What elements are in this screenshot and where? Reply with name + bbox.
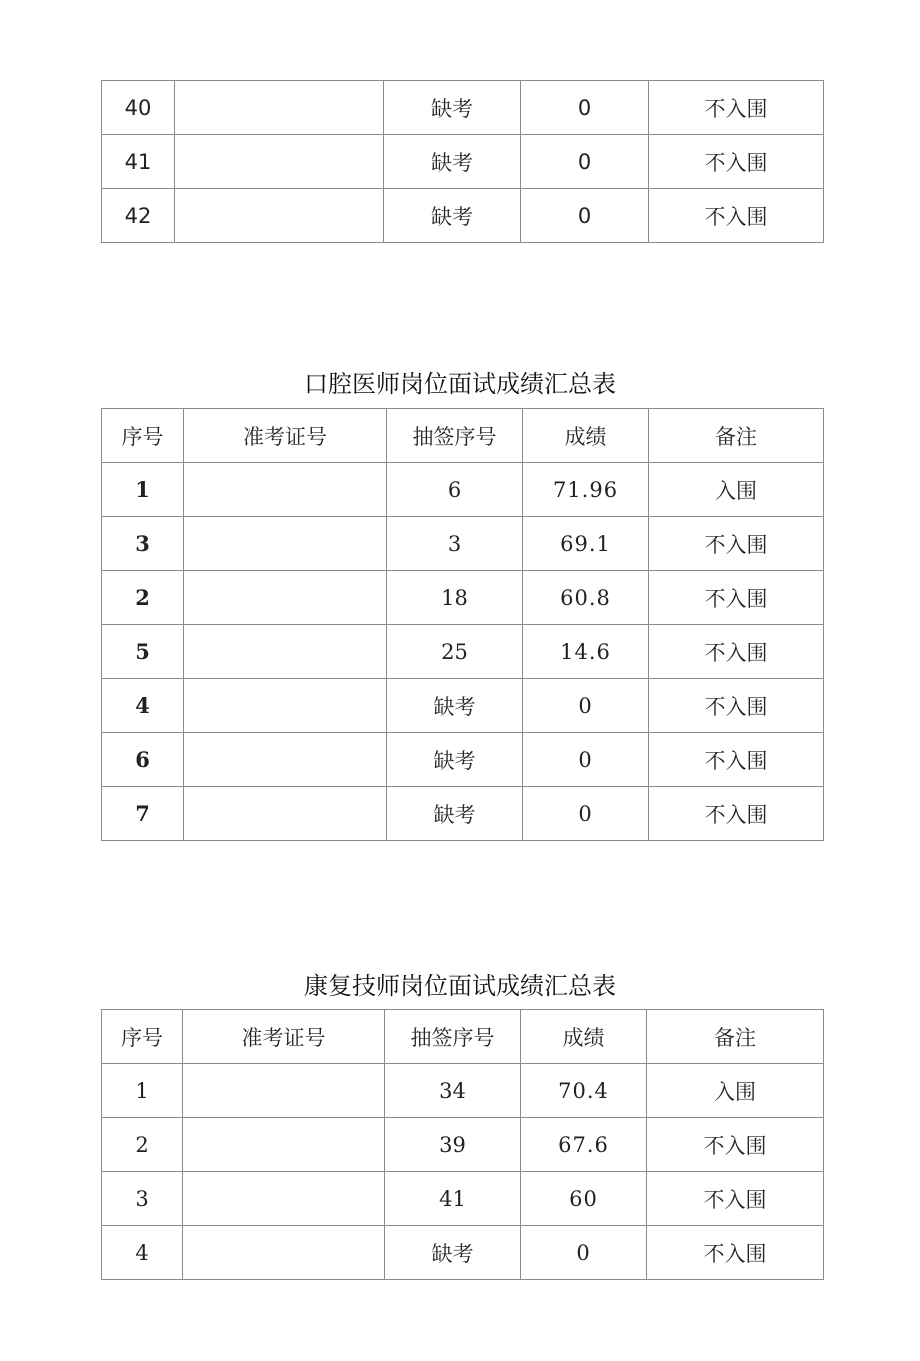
cell-exam-id: [184, 463, 387, 517]
cell-index: 40: [102, 81, 175, 135]
cell-score: 60.8: [523, 571, 649, 625]
table-row: [102, 625, 824, 679]
header-index: 序号: [102, 1010, 183, 1064]
cell-index: 1: [102, 1064, 183, 1118]
top-table: [101, 80, 824, 243]
cell-index: 2: [102, 1118, 183, 1172]
table-row: [102, 679, 824, 733]
cell-exam-id: [184, 787, 387, 841]
cell-index: 1: [102, 463, 184, 517]
table-row: [102, 1172, 824, 1226]
cell-exam-id: [184, 733, 387, 787]
rehab-table-title: 康复技师岗位面试成绩汇总表: [304, 972, 616, 1000]
header-score: 成绩: [521, 1010, 647, 1064]
cell-index: 42: [102, 189, 175, 243]
cell-remark: 入围: [649, 463, 824, 517]
table-row: [102, 135, 824, 189]
cell-draw-number: 缺考: [387, 679, 523, 733]
cell-index: 4: [102, 679, 184, 733]
cell-score: 69.1: [523, 517, 649, 571]
header-draw-number: 抽签序号: [387, 409, 523, 463]
cell-exam-id: [184, 517, 387, 571]
cell-exam-id: [183, 1172, 385, 1226]
table-row: [102, 463, 824, 517]
cell-draw-number: 41: [385, 1172, 521, 1226]
header-exam-id: 准考证号: [184, 409, 387, 463]
cell-score: 0: [521, 81, 649, 135]
cell-draw-number: 缺考: [384, 135, 521, 189]
cell-index: 3: [102, 1172, 183, 1226]
cell-exam-id: [184, 571, 387, 625]
cell-index: 4: [102, 1226, 183, 1280]
header-draw-number: 抽签序号: [385, 1010, 521, 1064]
table-row: [102, 517, 824, 571]
cell-exam-id: [183, 1118, 385, 1172]
cell-remark: 不入围: [649, 81, 824, 135]
dental-table-block: [101, 408, 823, 841]
cell-exam-id: [175, 189, 384, 243]
cell-exam-id: [184, 679, 387, 733]
table-row: [102, 571, 824, 625]
cell-score: 0: [521, 1226, 647, 1280]
cell-exam-id: [183, 1226, 385, 1280]
cell-remark: 不入围: [649, 733, 824, 787]
cell-score: 0: [521, 189, 649, 243]
cell-draw-number: 18: [387, 571, 523, 625]
table-row: [102, 1118, 824, 1172]
header-remark: 备注: [647, 1010, 824, 1064]
cell-exam-id: [184, 625, 387, 679]
header-index: 序号: [102, 409, 184, 463]
cell-index: 7: [102, 787, 184, 841]
cell-remark: 不入围: [649, 571, 824, 625]
cell-draw-number: 缺考: [387, 787, 523, 841]
cell-remark: 不入围: [647, 1226, 824, 1280]
cell-remark: 不入围: [649, 679, 824, 733]
cell-exam-id: [175, 135, 384, 189]
cell-index: 3: [102, 517, 184, 571]
cell-score: 0: [521, 135, 649, 189]
cell-index: 5: [102, 625, 184, 679]
cell-score: 67.6: [521, 1118, 647, 1172]
table-row: [102, 733, 824, 787]
cell-remark: 不入围: [647, 1172, 824, 1226]
cell-score: 14.6: [523, 625, 649, 679]
cell-draw-number: 3: [387, 517, 523, 571]
cell-draw-number: 缺考: [385, 1226, 521, 1280]
cell-remark: 不入围: [649, 189, 824, 243]
cell-remark: 不入围: [649, 787, 824, 841]
cell-draw-number: 25: [387, 625, 523, 679]
cell-remark: 不入围: [649, 135, 824, 189]
cell-exam-id: [183, 1064, 385, 1118]
table-row: [102, 787, 824, 841]
cell-remark: 入围: [647, 1064, 824, 1118]
dental-table: [101, 408, 824, 841]
cell-index: 2: [102, 571, 184, 625]
cell-draw-number: 缺考: [387, 733, 523, 787]
header-remark: 备注: [649, 409, 824, 463]
cell-exam-id: [175, 81, 384, 135]
table-row: [102, 189, 824, 243]
dental-table-title: 口腔医师岗位面试成绩汇总表: [304, 370, 616, 398]
top-table-block: [101, 80, 823, 243]
table-header-row: [102, 409, 824, 463]
table-header-row: [102, 1010, 824, 1064]
header-exam-id: 准考证号: [183, 1010, 385, 1064]
cell-draw-number: 缺考: [384, 189, 521, 243]
table-row: [102, 1226, 824, 1280]
cell-score: 0: [523, 787, 649, 841]
cell-remark: 不入围: [649, 625, 824, 679]
cell-draw-number: 39: [385, 1118, 521, 1172]
cell-index: 41: [102, 135, 175, 189]
cell-score: 0: [523, 733, 649, 787]
header-score: 成绩: [523, 409, 649, 463]
cell-index: 6: [102, 733, 184, 787]
cell-score: 0: [523, 679, 649, 733]
cell-score: 60: [521, 1172, 647, 1226]
cell-score: 70.4: [521, 1064, 647, 1118]
rehab-table: [101, 1009, 824, 1280]
cell-draw-number: 34: [385, 1064, 521, 1118]
cell-draw-number: 缺考: [384, 81, 521, 135]
cell-draw-number: 6: [387, 463, 523, 517]
rehab-table-block: [101, 1009, 823, 1280]
cell-score: 71.96: [523, 463, 649, 517]
table-row: [102, 1064, 824, 1118]
cell-remark: 不入围: [649, 517, 824, 571]
table-row: [102, 81, 824, 135]
cell-remark: 不入围: [647, 1118, 824, 1172]
